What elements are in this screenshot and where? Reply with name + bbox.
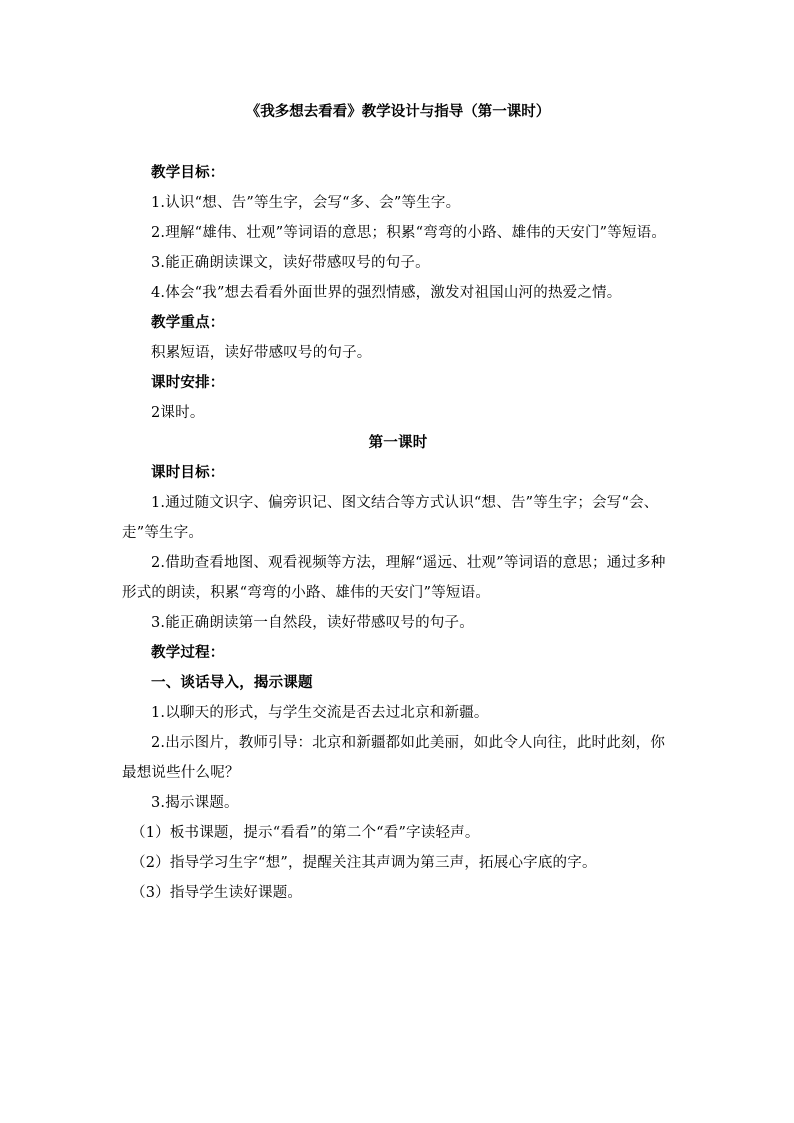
process-subitem: （2）指导学习生字“想”，提醒关注其声调为第三声，拓展心字底的字。 (131, 855, 597, 871)
document-title: 《我多想去看看》教学设计与指导（第一课时） (245, 103, 551, 120)
lesson-objective-item: 1.通过随文识字、偏旁识记、图文结合等方式认识“想、告”等生字；会写“会、走”等生字。 (122, 495, 659, 541)
schedule-heading: 课时安排： (151, 374, 225, 391)
process-heading: 教学过程： (151, 644, 225, 661)
process-item: 3.揭示课题。 (151, 795, 239, 811)
first-lesson-heading: 第一课时 (368, 434, 428, 451)
lesson-objectives-heading: 课时目标： (151, 464, 225, 481)
section-heading: 一、谈话导入，揭示课题 (151, 674, 313, 691)
key-points-text: 积累短语，读好带感叹号的句子。 (151, 345, 372, 361)
process-subitem: （3）指导学生读好课题。 (131, 885, 303, 901)
objectives-heading: 教学目标： (151, 164, 225, 181)
process-item: 1.以聊天的形式，与学生交流是否去过北京和新疆。 (151, 705, 489, 721)
key-points-heading: 教学重点： (151, 314, 225, 331)
process-subitem: （1）板书课题，提示“看看”的第二个“看”字读轻声。 (131, 825, 480, 841)
objective-item: 4.体会“我”想去看看外面世界的强烈情感，激发对祖国山河的热爱之情。 (151, 285, 622, 301)
objective-item: 3.能正确朗读课文，读好带感叹号的句子。 (151, 255, 430, 271)
lesson-objective-item: 2.借助查看地图、观看视频等方法，理解“遥远、壮观”等词语的意思；通过多种形式的朗读，积累“弯弯的小路、雄伟的天安门”等短语。 (122, 555, 666, 601)
process-item: 2.出示图片，教师引导：北京和新疆都如此美丽，如此令人向往，此时此刻，你最想说些什么呢？ (122, 735, 666, 781)
objective-item: 1.认识“想、告”等生字，会写“多、会”等生字。 (151, 195, 461, 211)
lesson-objective-item: 3.能正确朗读第一自然段，读好带感叹号的句子。 (151, 615, 474, 631)
objective-item: 2.理解“雄伟、壮观”等词语的意思；积累“弯弯的小路、雄伟的天安门”等短语。 (151, 225, 667, 241)
schedule-text: 2课时。 (151, 405, 205, 421)
